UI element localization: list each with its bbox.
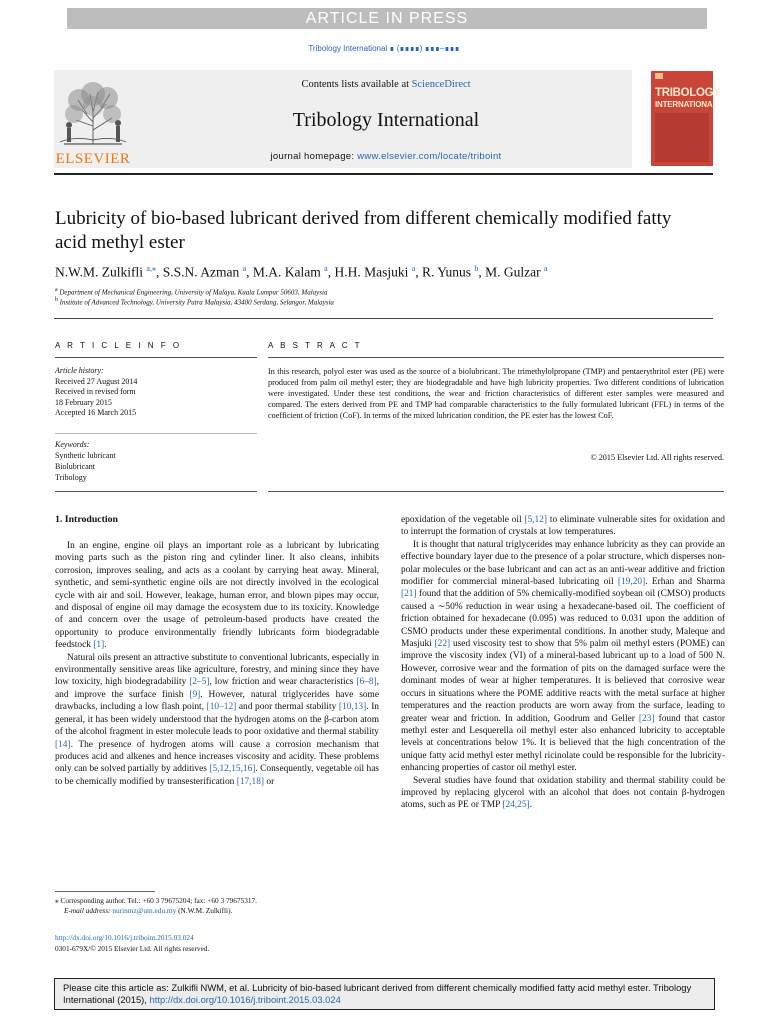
please-cite-box	[54, 978, 715, 1010]
section-heading-introduction: 1. Introduction	[55, 514, 118, 525]
keywords	[55, 439, 257, 483]
paragraph-text: and poor thermal stability	[236, 702, 339, 713]
paragraph-text: . However, natural triglycerides have some drawbacks, including a low flash point,	[55, 689, 380, 713]
article-info-heading: A R T I C L E I N F O	[55, 341, 182, 350]
keyword: Synthetic lubricant	[55, 451, 116, 460]
journal-homepage-line	[140, 151, 632, 162]
reference-link[interactable]: [5,12,15,16]	[209, 764, 256, 775]
history-item: Received 27 August 2014	[55, 376, 138, 386]
author-separator: ,	[327, 264, 335, 280]
author-name: M. Gulzar	[485, 264, 541, 280]
author-name: N.W.M. Zulkifli	[55, 264, 144, 280]
running-citation[interactable]: Tribology International ∎ (∎∎∎∎) ∎∎∎–∎∎∎	[308, 44, 460, 53]
reference-link[interactable]: [6–8]	[356, 677, 377, 688]
body-column-right	[401, 514, 725, 812]
email-suffix: (N.W.M. Zulkifli).	[176, 906, 233, 915]
email-link[interactable]: nurinmz@um.edu.my	[112, 906, 177, 915]
paragraph-text: found that castor methyl ester and Lesquerella oil methyl ester also enhanced lubricity to acceptable levels at concentrations below 1%. It is believed that the high concentration of the unique fatty acid methyl ester methyl ricinolate could be responsible for the lubricity-enhancing properties of castor oil methyl ester.	[401, 713, 725, 774]
homepage-link[interactable]: www.elsevier.com/locate/triboint	[357, 151, 502, 162]
cite-doi-link[interactable]: http://dx.doi.org/10.1016/j.triboint.2015.03.024	[149, 994, 341, 1006]
title-block-rule	[54, 318, 713, 319]
author-separator: ,	[415, 264, 423, 280]
article-in-press-banner: ARTICLE IN PRESS	[67, 8, 707, 29]
article-info-rule	[55, 357, 257, 358]
cover-title-line-2: INTERNATIONAL	[655, 100, 718, 109]
abstract-rule	[268, 357, 724, 358]
history-item: Received in revised form	[55, 387, 136, 397]
paragraph-text: .	[104, 640, 107, 651]
cover-body	[655, 113, 709, 162]
paragraph-text: .	[529, 800, 532, 811]
body-paragraph	[401, 775, 725, 812]
history-item: 18 February 2015	[55, 397, 112, 407]
affiliation-b	[55, 297, 715, 306]
paragraph-text: . The presence of hydrogen atoms will cause a corrosion mechanism that produces acid and alkenes and hence increases viscosity and acidity. These problems only can be solved partially by additives	[55, 739, 379, 775]
paragraph-text: used viscosity test to show that 5% palm oil methyl esters (POME) can improve the viscosity index (VI) of a mineral-based lubricant up to a load of 500 N. However, corrosive wear and the formation of pits on the damaged surface were the dominant modes of wear at higher temperatures. It is believed that corrosive wear occurs in situations where the POME additive reacts with the metal surface at higher temperatures and the reaction products are worn away from the surface, leading to greater wear and friction. In addition, Goodrum and Geller	[401, 639, 725, 724]
corresponding-text: Corresponding author. Tel.: +60 3 79675204; fax: +60 3 79675317.	[60, 896, 257, 905]
keyword: Tribology	[55, 473, 87, 482]
body-paragraph	[401, 514, 725, 539]
reference-link[interactable]: [10–12]	[206, 702, 237, 713]
paragraph-text: In an engine, engine oil plays an important role as a lubricant by lubricating moving parts such as the piston ring and cylinder liner. It also cleans, inhibits corrosion, improves sealing, and acts as a coolant by carrying heat away. Mineral, synthetic, and semi-synthetic engine oils are not directly involved in the ecological cycle with air and soil. However, leakage, human error, and blown pipes may occur, and disposal of engine oil may damage the ecosystem due to its toxicity. Knowledge of and concern over the usage of petroleum-based products have created the opportunity to produce environmentally friendly lubricants form biodegradable feedstock	[55, 541, 379, 651]
author-name: M.A. Kalam	[252, 264, 321, 280]
author-separator: ,	[246, 264, 253, 280]
author-separator: ,	[478, 264, 486, 280]
author-name: H.H. Masjuki	[334, 264, 409, 280]
footnote-rule	[55, 891, 155, 892]
paragraph-text: , low friction and wear characteristics	[209, 677, 357, 688]
reference-link[interactable]: [9]	[189, 689, 201, 700]
reference-link[interactable]: [2–5]	[189, 677, 210, 688]
sciencedirect-link[interactable]: ScienceDirect	[411, 79, 471, 90]
reference-link[interactable]: [1]	[93, 640, 105, 651]
history-label: Article history:	[55, 366, 104, 375]
reference-link[interactable]: [17,18]	[236, 776, 265, 787]
journal-title: Tribology International	[292, 109, 480, 131]
journal-cover-thumbnail	[651, 71, 721, 166]
author-affiliation-marker[interactable]: a	[544, 264, 548, 273]
contents-available-line	[140, 79, 632, 90]
body-column-left	[55, 540, 379, 788]
article-history	[55, 366, 257, 419]
keywords-rule	[55, 433, 257, 434]
affiliation-text: Institute of Advanced Technology, University Putra Malaysia, 43400 Serdang, Selangor, Malaysia	[57, 298, 334, 307]
cover-title-line-1: TRIBOLOGY	[655, 87, 721, 99]
abstract-text: In this research, polyol ester was used as the source of a biolubricant. The trimethylolpropane (TMP) and pentaerythritol ester (PE) were produced from palm oil methyl ester; they are biodegradable and have high lubricity properties. Two different conditions of lubrication were investigated. Under these test conditions, the wear and friction characteristics of different ester samples were measured and compared. The esters derived from PE and TMP had comparable characteristics to the fully formulated lubricant (FFL) in terms of the coefficient of friction (CoF). In terms of the mixed lubrication condition, the PE ester has the lowest CoF.	[268, 367, 724, 421]
publisher-logo-text: ELSEVIER	[55, 151, 131, 167]
affiliation-a	[55, 287, 715, 296]
corresponding-author-footnote	[55, 896, 385, 916]
email-label: E-mail address:	[64, 906, 113, 915]
body-paragraph	[401, 539, 725, 775]
affiliation-text: Department of Mechanical Engineering, University of Malaya, Kuala Lumpur 50603, Malaysia	[57, 288, 328, 297]
history-item: Accepted 16 March 2015	[55, 408, 137, 418]
author-affiliation-marker[interactable]: a	[242, 264, 247, 273]
author-affiliation-marker[interactable]: a	[324, 264, 328, 273]
paragraph-text: It is thought that natural triglycerides may enhance lubricity as they can provide an effective boundary layer due to the presence of a polar structure, which disperses non-polar molecules or the base lubricant and can act as an anti-wear additive and friction modifier for commercial mineral-based lubricating oil	[401, 539, 725, 588]
author-affiliation-marker[interactable]: a,⁎	[146, 264, 156, 273]
abstract-copyright: © 2015 Elsevier Ltd. All rights reserved.	[590, 453, 724, 462]
paragraph-text: . In general, it has been widely understood that the hydrogen atoms on the β-carbon atom of the alcohol fragment in ester molecule leads to poor oxidative and thermal stability	[55, 702, 379, 738]
reference-link[interactable]: [22]	[434, 639, 451, 650]
homepage-prefix: journal homepage:	[270, 151, 358, 162]
author-list	[55, 264, 715, 281]
paragraph-text: epoxidation of the vegetable oil	[401, 515, 525, 525]
paragraph-text: found that the addition of 5% chemically-modified soybean oil (CMSO) products caused a ∼50% reduction in wear using a hexadecane-based oil. The coefficient of friction obtained for hexadecane (0.095) was reduced to 0.031 upon the addition of CSMO products under these experimental conditions. In another study, Maleque and Masjuki	[401, 589, 725, 650]
doi-block	[55, 933, 385, 954]
paragraph-text: to eliminate vulnerable sites for oxidation and to interrupt the formation of crystals at low temperatures.	[401, 515, 725, 538]
article-info-bottom-rule	[55, 491, 257, 492]
article-title: Lubricity of bio-based lubricant derived from different chemically modified fatty acid methyl ester	[55, 208, 672, 253]
doi-link[interactable]: http://dx.doi.org/10.1016/j.triboint.2015.03.024	[55, 933, 194, 942]
paragraph-text: or	[264, 776, 275, 787]
reference-link[interactable]: [24,25]	[502, 800, 530, 811]
paragraph-text: Natural oils present an attractive substitute to conventional lubricants, especially in environmentally sensitive areas like agriculture, forestry, and mining since they have low toxicity, high biodegradability	[55, 652, 379, 688]
reference-link[interactable]: [14]	[55, 739, 71, 750]
cover-logo-strip	[655, 73, 663, 79]
body-paragraph	[55, 652, 379, 788]
contents-prefix: Contents lists available at	[301, 79, 412, 90]
cite-text: Please cite this article as: Zulkifli NWM, et al. Lubricity of bio-based lubricant derived from different chemically modified fatty acid methyl ester. Tribology International (2015),	[63, 982, 692, 1006]
author-name: S.S.N. Azman	[162, 264, 240, 280]
reference-link[interactable]: [23]	[638, 713, 655, 724]
abstract-heading: A B S T R A C T	[268, 341, 362, 350]
paragraph-text: Several studies have found that oxidation stability and thermal stability could be improved by replacing glycerol with an alcohol that does not contain β-hydrogen atoms, such as PE or TMP	[401, 775, 725, 811]
keyword: Biolubricant	[55, 462, 95, 471]
reference-link[interactable]: [19,20]	[617, 577, 646, 588]
reference-link[interactable]: [21]	[401, 589, 417, 600]
paragraph-text: . Consequently, vegetable oil has to be chemically modified by transesterification	[55, 764, 379, 787]
keywords-label: Keywords:	[55, 440, 90, 449]
affiliation-marker: b	[55, 297, 58, 303]
affiliation-marker: a	[55, 287, 58, 293]
paragraph-text: , and improve the surface finish	[55, 677, 379, 700]
paragraph-text: . Erhan and Sharma	[645, 577, 725, 588]
author-affiliation-marker[interactable]: b	[474, 264, 479, 273]
body-paragraph	[55, 540, 379, 652]
header-rule	[54, 173, 713, 175]
asterisk-marker: ⁎	[55, 896, 61, 905]
issn-line: 0301-679X/© 2015 Elsevier Ltd. All rights reserved.	[55, 943, 210, 953]
author-affiliation-marker[interactable]: a	[411, 264, 416, 273]
reference-link[interactable]: [10,13]	[338, 702, 367, 713]
author-name: R. Yunus	[422, 264, 472, 280]
author-separator: ,	[155, 264, 163, 280]
abstract-bottom-rule	[268, 491, 724, 492]
reference-link[interactable]: [5,12]	[524, 515, 548, 525]
